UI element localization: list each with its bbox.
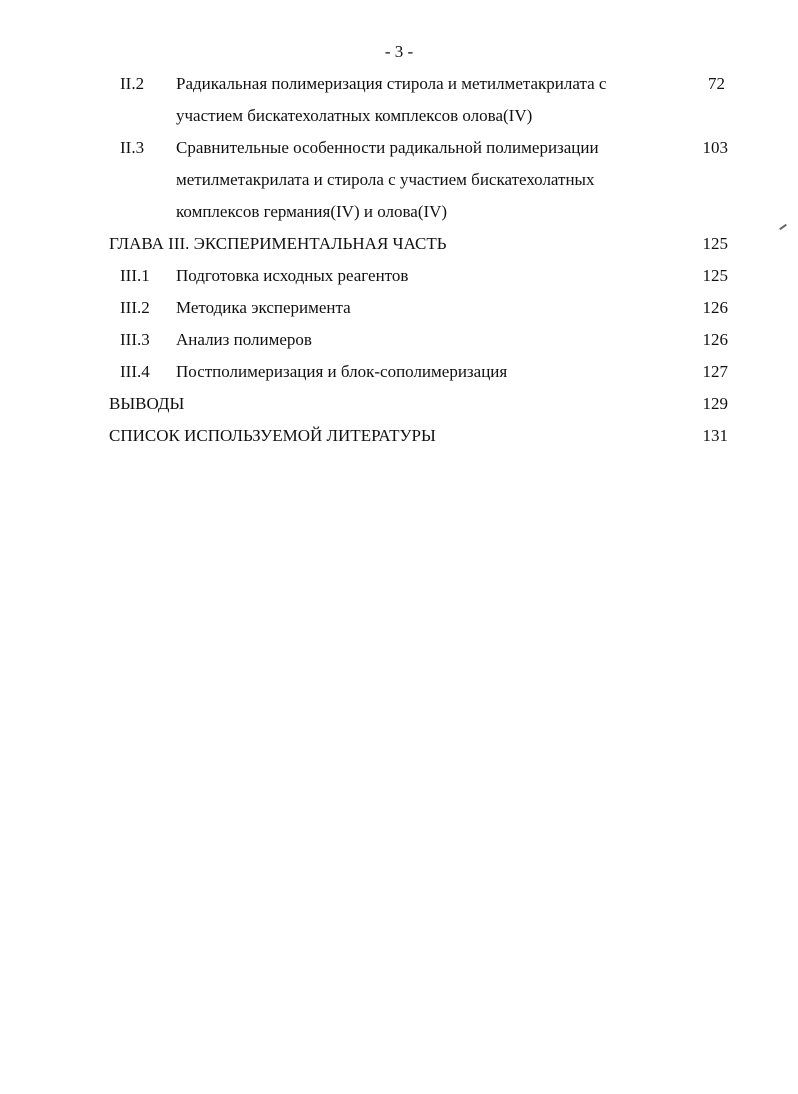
toc-entry-number: III.2 <box>120 298 150 317</box>
toc-chapter-title: СПИСОК ИСПОЛЬЗУЕМОЙ ЛИТЕРАТУРЫ <box>109 426 436 445</box>
toc-entry-title: Радикальная полимеризация стирола и метилметакрилата с участием бискатехолатных комплексов олова(IV) <box>176 74 607 125</box>
toc-entry-title: Анализ полимеров <box>176 330 312 349</box>
toc-entry-page: 131 <box>702 426 728 445</box>
toc-entry-page: 125 <box>702 234 728 253</box>
toc-entry-page: 129 <box>702 394 728 413</box>
toc-entry-title: Постполимеризация и блок-сополимеризация <box>176 362 508 381</box>
toc-entry-number: III.1 <box>120 266 150 285</box>
toc-entry-title: Подготовка исходных реагентов <box>176 266 409 285</box>
toc-entry-iii-4 <box>0 356 798 388</box>
toc-entry-iii-3 <box>0 324 798 356</box>
toc-entry-ii-3 <box>0 132 798 228</box>
toc-entry-references <box>0 420 798 452</box>
toc-entry-page: 126 <box>702 330 728 349</box>
toc-chapter-title: ГЛАВА III. ЭКСПЕРИМЕНТАЛЬНАЯ ЧАСТЬ <box>109 234 447 253</box>
toc-entry-iii-2 <box>0 292 798 324</box>
toc-entry-number: III.4 <box>120 362 150 381</box>
toc-entry-page: 103 <box>702 138 728 157</box>
toc-entry-title: Методика эксперимента <box>176 298 351 317</box>
toc-entry-number: III.3 <box>120 330 150 349</box>
toc-entry-iii-1 <box>0 260 798 292</box>
toc-entry-chapter-iii <box>0 228 798 260</box>
toc-entry-number: II.3 <box>120 138 145 157</box>
toc-entry-title: Сравнительные особенности радикальной полимеризации метилметакрилата и стирола с участием бискатехолатных комплексов германия(IV) и олова(IV) <box>176 138 599 221</box>
toc-entry-page: 126 <box>702 298 728 317</box>
toc-chapter-title: ВЫВОДЫ <box>109 394 185 413</box>
toc-entry-page: 127 <box>702 362 728 381</box>
table-of-contents <box>0 68 798 452</box>
toc-entry-ii-2 <box>0 68 798 132</box>
toc-entry-conclusions <box>0 388 798 420</box>
page-number: - 3 - <box>384 42 414 61</box>
toc-entry-page: 125 <box>702 266 728 285</box>
toc-entry-number: II.2 <box>120 74 145 93</box>
toc-entry-page: 72 <box>708 74 725 93</box>
